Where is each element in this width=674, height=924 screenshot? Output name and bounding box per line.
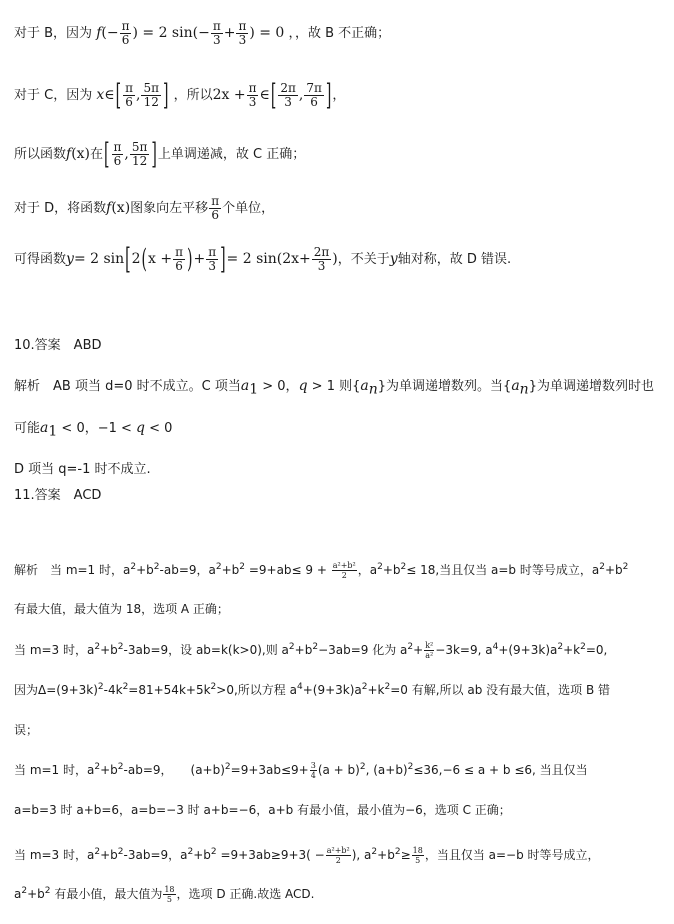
answer-10-analysis: 解析 AB 项当 d=0 时不成立。C 项当$a_1 > 0$，q > 1 则$\{a_n\}$为单调递增数列。当$\{a_n\}$为单调递增数列时也 bbox=[14, 378, 654, 398]
answer-11-c-conclusion: a=b=3 时 a+b=6，a=b=−3 时 a+b=−6，a+b 有最小值，最小值为−6，选项 C 正确； bbox=[14, 803, 511, 817]
text: ，不关于 bbox=[337, 252, 390, 267]
math: ) = 2 sin(− bbox=[132, 25, 210, 41]
fraction: $\frac{\pi}{3}$ bbox=[248, 81, 257, 109]
text: 对于 B，因为 bbox=[14, 26, 93, 41]
answer-10-d-note: D 项当 q=-1 时不成立. bbox=[14, 462, 151, 477]
math-x: x bbox=[96, 87, 105, 103]
fraction: $\frac{2\pi}{3}$ bbox=[313, 245, 330, 273]
text: 对于 D，将函数 bbox=[14, 201, 107, 216]
text: 轴对称，故 D 错误. bbox=[397, 252, 512, 267]
text: ，，故 B 不正确； bbox=[288, 26, 391, 41]
line-b-analysis bbox=[14, 20, 390, 47]
math: ∈ bbox=[104, 87, 115, 103]
line-d-result: 可得函数y= 2 sin[2(x + $\frac{\pi}{6}$ )+ $\frac{\pi}{3}$ ]= 2 sin(2x+ $\frac{2\pi}{3}$ )，不关于y轴对称，故 D 错误. bbox=[14, 242, 512, 277]
math: + bbox=[223, 25, 236, 41]
answer-10-heading: 10.答案 ABD bbox=[14, 338, 102, 353]
math-y: y bbox=[66, 251, 74, 267]
answer-11-d-conclusion: $a^2+b^2$ 有最小值，最大值为 $\frac{18}{5}$ ，选项 D 正确.故选 ACD. bbox=[14, 885, 315, 904]
answer-11-analysis-b: 当 m=3 时，$a^2+b^2-3ab=9$，设 ab=k(k>0),则 $a^2+b^2-3ab=9$ 化为 $a^2+$ $\frac{\text{k²}}{\text{a²}}$ −3k=9, $a^4+(9+3k)a^2+k^2=0$, bbox=[14, 641, 608, 660]
fraction: $\frac{\pi}{3}$ bbox=[212, 19, 221, 47]
text: 上单调递减，故 C 正确； bbox=[157, 147, 306, 162]
math: (− bbox=[101, 25, 119, 41]
fraction: $\frac{18}{5}$ bbox=[164, 885, 175, 904]
answer-11-analysis-c: 当 m=1 时，$a^2+b^2-ab=9$， $(a+b)^2=9+3ab\le 9+$ $\frac{3}{4}$ $(a + b)^2$, $(a+b)^2\le 36,-6 \le a + b \le 6$, 当且仅当 bbox=[14, 761, 588, 780]
line-c-analysis: 对于 C，因为 x∈[ $\frac{\pi}{6}$ , $\frac{5\pi}{12}$ ] ，所以2x + $\frac{\pi}{3}$ ∈[ $\frac{2\pi}{3}$ , $\frac{7\pi}{6}$ ]， bbox=[14, 78, 346, 113]
math: ) = 0 bbox=[249, 25, 285, 41]
answer-11-a-conclusion: 有最大值，最大值为 18，选项 A 正确； bbox=[14, 602, 229, 616]
text: 在 bbox=[90, 147, 104, 162]
math-f: f bbox=[106, 200, 112, 216]
fraction: $\frac{\pi}{6}$ bbox=[211, 194, 220, 222]
fraction: $\frac{18}{5}$ bbox=[412, 846, 423, 865]
text: 个单位， bbox=[222, 201, 275, 216]
text: ，所以 bbox=[173, 88, 213, 103]
fraction: $\frac{\pi}{6}$ bbox=[113, 140, 122, 168]
fraction: $\frac{\pi}{6}$ bbox=[121, 19, 130, 47]
fraction: $\frac{\pi}{3}$ bbox=[208, 245, 217, 273]
text: 所以函数 bbox=[14, 147, 67, 162]
fraction: $\frac{\text{a²+b²}}{2}$ bbox=[332, 561, 356, 580]
text: 对于 C，因为 bbox=[14, 88, 93, 103]
fraction: $\frac{\pi}{6}$ bbox=[175, 245, 183, 273]
answer-11-heading: 11.答案 ACD bbox=[14, 488, 102, 503]
text: 图象向左平移 bbox=[130, 201, 209, 216]
fraction: $\frac{\pi}{6}$ bbox=[125, 81, 133, 109]
math-f: f bbox=[66, 146, 72, 162]
answer-10-continued: 可能$a_1 < 0$，−1 < q < 0 bbox=[14, 420, 173, 440]
math-f: f bbox=[96, 25, 102, 41]
answer-11-analysis-d: 当 m=3 时，$a^2+b^2-3ab=9$，$a^2+b^2 =9+3ab\ge 9+3$( − $\frac{\text{a²+b²}}{2}$ ), $a^2+b^2\ge$ $\frac{18}{5}$ ，当且仅当 a=−b 时等号成立， bbox=[14, 846, 600, 865]
fraction: $\frac{\text{k²}}{\text{a²}}$ bbox=[425, 641, 434, 660]
line-d-shift: 对于 D，将函数f(x)图象向左平移 $\frac{\pi}{6}$ 个单位， bbox=[14, 194, 275, 222]
answer-11-discriminant: 因为$\Delta=(9+3k)^2-4k^2=81+54k+5k^2>0$,所以方程 $a^4+(9+3k)a^2+k^2=0$ 有解,所以 ab 没有最大值，选项 B 错 bbox=[14, 682, 611, 697]
fraction: $\frac{3}{4}$ bbox=[310, 761, 316, 780]
text: ， bbox=[332, 88, 346, 103]
fraction: $\frac{7\pi}{6}$ bbox=[306, 81, 322, 109]
math: 2x + bbox=[212, 87, 246, 103]
fraction: $\frac{\text{a²+b²}}{2}$ bbox=[326, 846, 350, 865]
fraction: $\frac{5\pi}{12}$ bbox=[131, 140, 148, 168]
fraction: $\frac{2\pi}{3}$ bbox=[280, 81, 296, 109]
text: 可得函数 bbox=[14, 252, 67, 267]
answer-11-b-conclusion: 误； bbox=[14, 723, 39, 737]
line-c-conclusion: 所以函数f(x)在[ $\frac{\pi}{6}$ , $\frac{5\pi}{12}$ ]上单调递减，故 C 正确； bbox=[14, 137, 306, 172]
fraction: $\frac{5\pi}{12}$ bbox=[143, 81, 159, 109]
fraction: $\frac{\pi}{3}$ bbox=[238, 19, 247, 47]
answer-11-analysis-a: 解析 当 m=1 时，$a^2+b^2-ab=9$，$a^2+b^2 =9+ab\le 9$ + $\frac{\text{a²+b²}}{2}$ ，$a^2+b^2\le 18$,当且仅当 a=b 时等号成立，$a^2+b^2$ bbox=[14, 561, 629, 580]
